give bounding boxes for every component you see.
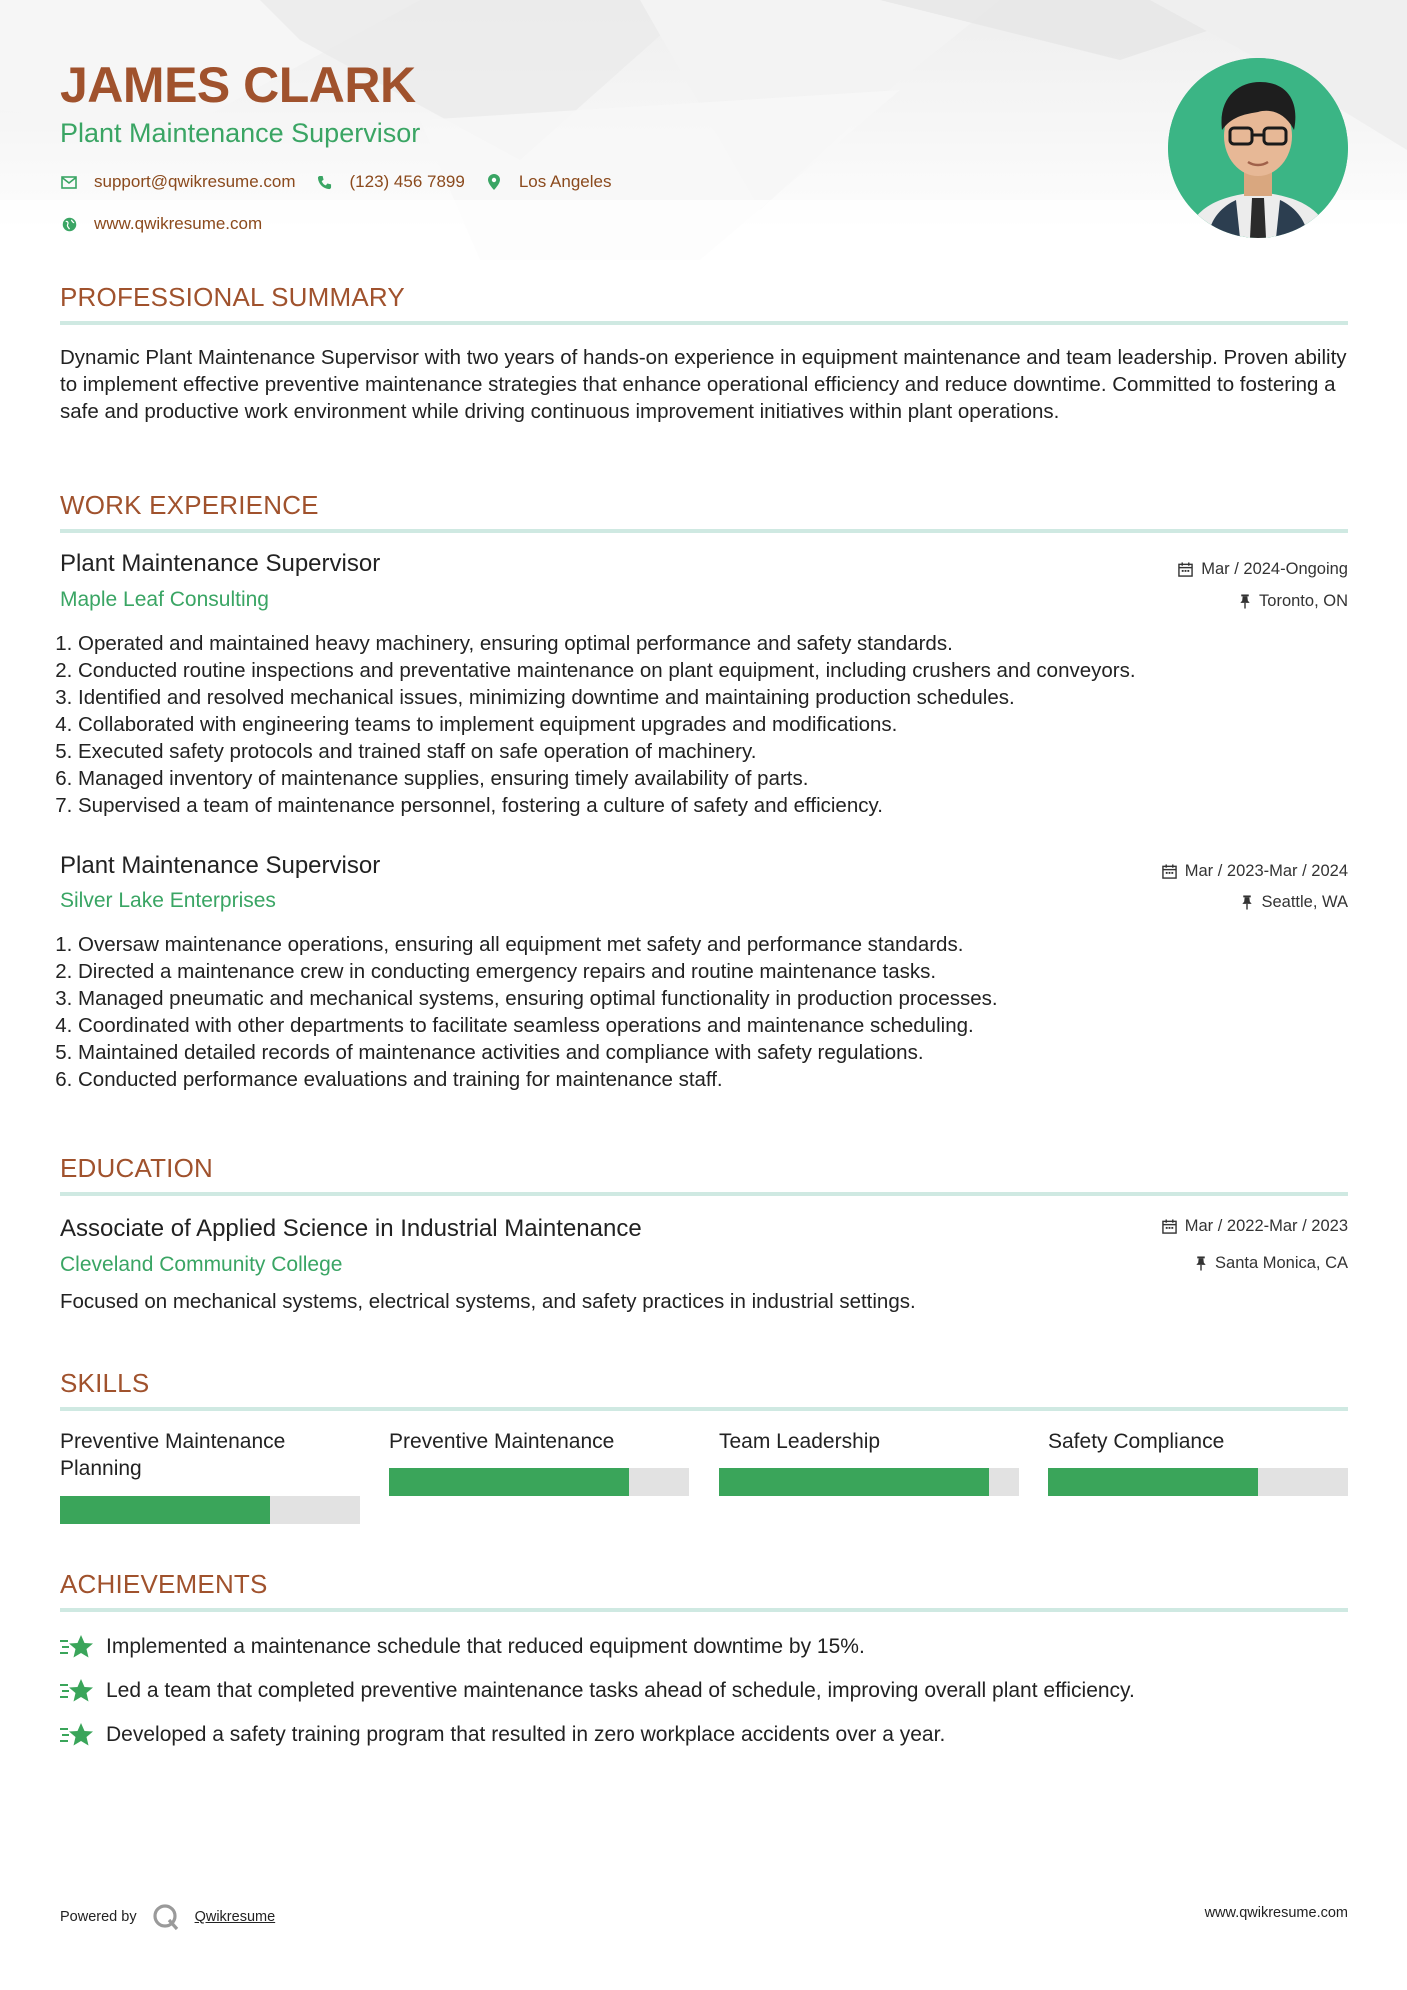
star-icon [60,1676,94,1706]
section-divider [60,1608,1348,1612]
list-item: 2. Conducted routine inspections and preventative maintenance on plant equipment, including crushers and conveyors. [78,657,1348,684]
pushpin-icon [1241,895,1253,910]
list-item: 4. Collaborated with engineering teams to implement equipment upgrades and modifications. [78,711,1348,738]
candidate-name: JAMES CLARK [60,57,416,113]
list-item: 5. Executed safety protocols and trained staff on safe operation of machinery. [78,738,1348,765]
job-bullets [60,931,1348,1093]
list-item: 1. Oversaw maintenance operations, ensuring all equipment met safety and performance standards. [78,931,1348,958]
qwikresume-link[interactable]: Qwikresume [194,1909,276,1925]
skill-level-fill [60,1496,270,1524]
email-link[interactable]: support@qwikresume.com [94,172,296,191]
phone-icon [316,173,334,191]
pushpin-icon [1239,594,1251,609]
summary-heading: PROFESSIONAL SUMMARY [60,282,405,312]
skill-level-bar [719,1468,1019,1496]
list-item: 6. Managed inventory of maintenance supplies, ensuring timely availability of parts. [78,765,1348,792]
achievement-item [60,1632,865,1662]
skill-level-fill [719,1468,989,1496]
education-description: Focused on mechanical systems, electrical systems, and safety practices in industrial settings. [60,1290,916,1313]
map-pin-icon [485,173,503,191]
job-location [1241,893,1348,912]
skill-name: Preventive Maintenance Planning [60,1430,286,1480]
list-item: 7. Supervised a team of maintenance personnel, fostering a culture of safety and efficiency. [78,792,1348,819]
globe-icon [60,215,78,233]
job-dates-text: Mar / 2023-Mar / 2024 [1184,862,1348,880]
achievement-item [60,1720,945,1750]
skill-item [60,1428,360,1482]
calendar-icon [1162,1219,1177,1234]
candidate-title: Plant Maintenance Supervisor [60,118,421,148]
job-title: Plant Maintenance Supervisor [60,852,381,879]
avatar [1168,58,1348,238]
job-title: Plant Maintenance Supervisor [60,550,381,577]
job-dates [1162,862,1348,881]
list-item: 5. Maintained detailed records of maintenance activities and compliance with safety regulations. [78,1039,1348,1066]
list-item: 3. Managed pneumatic and mechanical systems, ensuring optimal functionality in production processes. [78,985,1348,1012]
job-dates [1178,560,1348,579]
powered-by-label: Powered by [60,1909,137,1925]
website-link[interactable]: www.qwikresume.com [94,214,263,233]
list-item: 2. Directed a maintenance crew in conducting emergency repairs and routine maintenance tasks. [78,958,1348,985]
list-item: 1. Operated and maintained heavy machinery, ensuring optimal performance and safety standards. [78,630,1348,657]
pushpin-icon [1195,1256,1207,1271]
education-dates-text: Mar / 2022-Mar / 2023 [1184,1217,1348,1235]
envelope-icon [60,173,78,191]
skill-level-bar [60,1496,360,1524]
experience-heading: WORK EXPERIENCE [60,490,319,520]
skill-name: Safety Compliance [1048,1430,1225,1453]
skill-item [1048,1428,1348,1455]
achievement-item [60,1676,1135,1706]
achievements-heading: ACHIEVEMENTS [60,1569,268,1599]
star-icon [60,1632,94,1662]
section-divider [60,321,1348,325]
skill-level-fill [389,1468,629,1496]
skill-name: Preventive Maintenance [389,1430,615,1453]
company-name: Maple Leaf Consulting [60,588,269,611]
skill-name: Team Leadership [719,1430,881,1453]
list-item: 3. Identified and resolved mechanical issues, minimizing downtime and maintaining production schedules. [78,684,1348,711]
qwikresume-logo-icon [151,1903,181,1931]
calendar-icon [1178,562,1193,577]
job-dates-text: Mar / 2024-Ongoing [1201,560,1348,578]
company-name: Silver Lake Enterprises [60,889,276,912]
footer-website-link[interactable]: www.qwikresume.com [1204,1905,1348,1921]
skill-level-bar [389,1468,689,1496]
job-location-text: Seattle, WA [1261,893,1348,911]
website-row [60,214,282,234]
achievement-text: Led a team that completed preventive maintenance tasks ahead of schedule, improving overall plant efficiency. [106,1679,1135,1702]
list-item: 6. Conducted performance evaluations and training for maintenance staff. [78,1066,1348,1093]
education-heading: EDUCATION [60,1153,213,1183]
calendar-icon [1162,864,1177,879]
education-dates [1162,1217,1348,1236]
summary-text: Dynamic Plant Maintenance Supervisor with two years of hands-on experience in equipment maintenance and team leadership. Proven ability to implement effective preventive maintenance strategies that enhance operational efficiency and reduce downtime. Committed to fostering a safe and productive work environment while driving continuous improvement initiatives within plant operations. [60,346,1347,423]
contact-row [60,172,631,192]
job-location [1239,592,1348,611]
skill-item [719,1428,1019,1455]
list-item: 4. Coordinated with other departments to facilitate seamless operations and maintenance scheduling. [78,1012,1348,1039]
star-icon [60,1720,94,1750]
skill-level-bar [1048,1468,1348,1496]
skill-item [389,1428,689,1455]
education-location-text: Santa Monica, CA [1215,1254,1348,1272]
section-divider [60,529,1348,533]
job-location-text: Toronto, ON [1259,592,1348,610]
skill-level-fill [1048,1468,1258,1496]
achievement-text: Developed a safety training program that resulted in zero workplace accidents over a year. [106,1723,946,1746]
section-divider [60,1192,1348,1196]
section-divider [60,1407,1348,1411]
education-location [1195,1254,1348,1273]
job-bullets [60,630,1348,819]
school-name: Cleveland Community College [60,1253,343,1276]
achievement-text: Implemented a maintenance schedule that reduced equipment downtime by 15%. [106,1635,865,1658]
phone-number[interactable]: (123) 456 7899 [349,172,465,191]
skills-heading: SKILLS [60,1368,150,1398]
location-text: Los Angeles [518,172,612,191]
degree-title: Associate of Applied Science in Industrial Maintenance [60,1215,642,1242]
